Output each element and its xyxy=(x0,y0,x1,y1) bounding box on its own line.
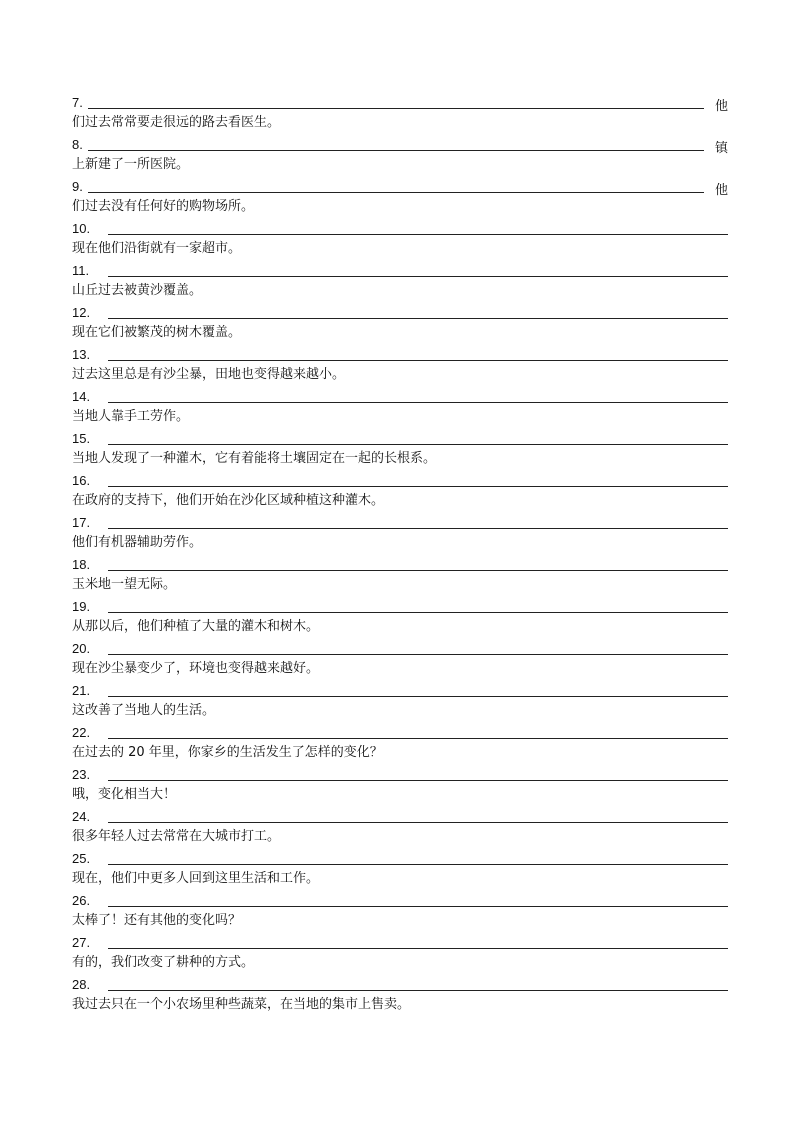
answer-blank-line[interactable] xyxy=(108,654,728,655)
answer-row xyxy=(72,387,728,406)
exercise-list xyxy=(72,93,728,1017)
exercise-item xyxy=(72,765,728,807)
answer-row xyxy=(72,639,728,658)
item-number: 19. xyxy=(72,599,91,614)
exercise-item xyxy=(72,135,728,177)
item-number: 21. xyxy=(72,683,91,698)
exercise-item xyxy=(72,681,728,723)
line-end-character: 他 xyxy=(714,183,728,198)
answer-row xyxy=(72,261,728,280)
answer-blank-line[interactable] xyxy=(108,990,728,991)
item-number: 9. xyxy=(72,179,83,194)
answer-row xyxy=(72,303,728,322)
chinese-prompt-text: 现在沙尘暴变少了，环境也变得越来越好。 xyxy=(72,661,320,676)
chinese-prompt-text: 上新建了一所医院。 xyxy=(72,157,190,172)
item-number: 24. xyxy=(72,809,91,824)
exercise-item xyxy=(72,429,728,471)
answer-blank-line[interactable] xyxy=(108,402,728,403)
exercise-item xyxy=(72,807,728,849)
item-number: 14. xyxy=(72,389,91,404)
answer-blank-line[interactable] xyxy=(108,444,728,445)
exercise-item xyxy=(72,849,728,891)
answer-row xyxy=(72,891,728,910)
item-number: 18. xyxy=(72,557,91,572)
exercise-item xyxy=(72,723,728,765)
chinese-prompt-text: 当地人靠手工劳作。 xyxy=(72,409,190,424)
chinese-prompt-text: 这改善了当地人的生活。 xyxy=(72,703,216,718)
exercise-item xyxy=(72,219,728,261)
chinese-prompt-text: 很多年轻人过去常常在大城市打工。 xyxy=(72,829,281,844)
chinese-prompt-text: 们过去常常要走很远的路去看医生。 xyxy=(72,115,281,130)
answer-blank-line[interactable] xyxy=(108,528,728,529)
exercise-item xyxy=(72,93,728,135)
chinese-prompt-text: 现在，他们中更多人回到这里生活和工作。 xyxy=(72,871,320,886)
item-number: 28. xyxy=(72,977,91,992)
answer-row xyxy=(72,807,728,826)
item-number: 12. xyxy=(72,305,91,320)
answer-row xyxy=(72,681,728,700)
chinese-prompt-text: 当地人发现了一种灌木，它有着能将土壤固定在一起的长根系。 xyxy=(72,451,437,466)
answer-blank-line[interactable] xyxy=(108,612,728,613)
answer-blank-line[interactable] xyxy=(108,696,728,697)
exercise-item xyxy=(72,177,728,219)
answer-row xyxy=(72,723,728,742)
chinese-prompt-text: 在政府的支持下，他们开始在沙化区域种植这种灌木。 xyxy=(72,493,385,508)
answer-blank-line[interactable] xyxy=(88,150,704,151)
exercise-item xyxy=(72,345,728,387)
chinese-prompt-text: 过去这里总是有沙尘暴，田地也变得越来越小。 xyxy=(72,367,346,382)
item-number: 27. xyxy=(72,935,91,950)
answer-row xyxy=(72,765,728,784)
chinese-prompt-text: 哦，变化相当大！ xyxy=(72,787,177,802)
item-number: 7. xyxy=(72,95,83,110)
exercise-item xyxy=(72,387,728,429)
item-number: 11. xyxy=(72,263,90,278)
chinese-prompt-text: 现在他们沿街就有一家超市。 xyxy=(72,241,242,256)
answer-blank-line[interactable] xyxy=(108,570,728,571)
exercise-item xyxy=(72,597,728,639)
answer-blank-line[interactable] xyxy=(108,864,728,865)
exercise-item xyxy=(72,639,728,681)
answer-row xyxy=(72,177,728,196)
answer-row xyxy=(72,429,728,448)
chinese-prompt-text: 在过去的 20 年里，你家乡的生活发生了怎样的变化？ xyxy=(72,745,383,760)
answer-blank-line[interactable] xyxy=(108,948,728,949)
answer-blank-line[interactable] xyxy=(108,360,728,361)
answer-blank-line[interactable] xyxy=(88,192,704,193)
item-number: 10. xyxy=(72,221,91,236)
chinese-prompt-text: 我过去只在一个小农场里种些蔬菜，在当地的集市上售卖。 xyxy=(72,997,411,1012)
answer-row xyxy=(72,345,728,364)
item-number: 13. xyxy=(72,347,91,362)
answer-row xyxy=(72,975,728,994)
answer-row xyxy=(72,933,728,952)
answer-row xyxy=(72,471,728,490)
line-end-character: 镇 xyxy=(714,141,728,156)
item-number: 16. xyxy=(72,473,91,488)
answer-blank-line[interactable] xyxy=(108,234,728,235)
answer-blank-line[interactable] xyxy=(108,906,728,907)
answer-blank-line[interactable] xyxy=(108,318,728,319)
answer-blank-line[interactable] xyxy=(108,822,728,823)
chinese-prompt-text: 玉米地一望无际。 xyxy=(72,577,177,592)
answer-row xyxy=(72,219,728,238)
answer-blank-line[interactable] xyxy=(108,486,728,487)
chinese-prompt-text: 太棒了！还有其他的变化吗？ xyxy=(72,913,242,928)
line-end-character: 他 xyxy=(714,99,728,114)
answer-row xyxy=(72,849,728,868)
chinese-prompt-text: 他们有机器辅助劳作。 xyxy=(72,535,203,550)
exercise-item xyxy=(72,933,728,975)
answer-row xyxy=(72,135,728,154)
item-number: 22. xyxy=(72,725,91,740)
item-number: 25. xyxy=(72,851,91,866)
exercise-item xyxy=(72,555,728,597)
exercise-item xyxy=(72,303,728,345)
answer-blank-line[interactable] xyxy=(88,108,704,109)
exercise-item xyxy=(72,975,728,1017)
item-number: 17. xyxy=(72,515,91,530)
item-number: 23. xyxy=(72,767,91,782)
chinese-prompt-text: 有的，我们改变了耕种的方式。 xyxy=(72,955,255,970)
answer-row xyxy=(72,513,728,532)
answer-row xyxy=(72,555,728,574)
item-number: 8. xyxy=(72,137,83,152)
answer-blank-line[interactable] xyxy=(108,276,728,277)
answer-row xyxy=(72,597,728,616)
exercise-item xyxy=(72,471,728,513)
answer-blank-line[interactable] xyxy=(108,780,728,781)
item-number: 26. xyxy=(72,893,91,908)
answer-row xyxy=(72,93,728,112)
answer-blank-line[interactable] xyxy=(108,738,728,739)
exercise-item xyxy=(72,513,728,555)
exercise-item xyxy=(72,891,728,933)
exercise-item xyxy=(72,261,728,303)
chinese-prompt-text: 现在它们被繁茂的树木覆盖。 xyxy=(72,325,242,340)
chinese-prompt-text: 们过去没有任何好的购物场所。 xyxy=(72,199,255,214)
item-number: 20. xyxy=(72,641,91,656)
item-number: 15. xyxy=(72,431,91,446)
chinese-prompt-text: 山丘过去被黄沙覆盖。 xyxy=(72,283,203,298)
chinese-prompt-text: 从那以后，他们种植了大量的灌木和树木。 xyxy=(72,619,320,634)
